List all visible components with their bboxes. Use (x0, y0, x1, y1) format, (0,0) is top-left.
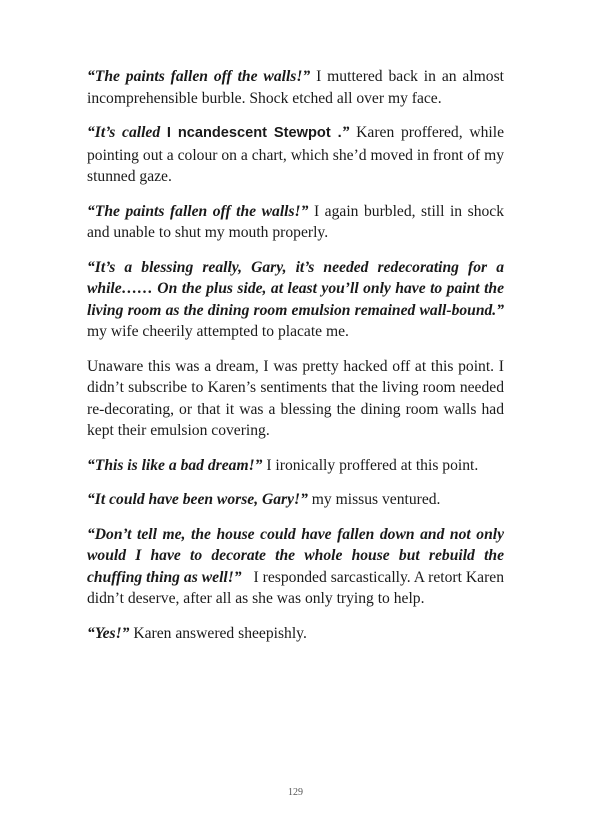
narration: Karen answered sheepishly. (129, 624, 307, 642)
paragraph-4 (87, 257, 504, 343)
paragraph-9 (87, 623, 504, 645)
paragraph-7 (87, 489, 504, 511)
narration: I muttered back in an almost incomprehensible burble. Shock etched all over my face. (87, 68, 505, 107)
narration: I again burbled, still in shock and unable to shut my mouth properly. (87, 202, 505, 241)
narration: my wife cheerily attempted to placate me. (87, 323, 349, 340)
narration: Karen proffered, while pointing out a colour on a chart, which she’d moved in front of my stunned gaze. (87, 124, 504, 185)
dialogue: “It’s called (87, 124, 167, 141)
dialogue: “Yes!” (87, 624, 130, 642)
dialogue: “The paints fallen off the walls!” (87, 202, 309, 220)
narration: I ironically proffered at this point. (262, 456, 479, 474)
dialogue: “It’s a blessing really, Gary, it’s needed redecorating for a while…… On the plus side, at least you’ll only have to paint the living room as the dining room emulsion remained wall-bound.” (87, 258, 504, 319)
dialogue: “The paints fallen off the walls!” (87, 68, 311, 85)
colour-name: I ncandescent Stewpot . (166, 125, 342, 141)
narration: my missus ventured. (307, 491, 441, 508)
paragraph-3 (87, 201, 504, 244)
body-text (87, 66, 508, 657)
narration: I responded sarcastically. A retort Karen didn’t deserve, after all as she was only trying to help. (87, 568, 508, 607)
paragraph-5 (87, 356, 504, 442)
dialogue: “Don’t tell me, the house could have fallen down and not only would I have to decorate the whole house but rebuild the chuffing thing as well!” (87, 525, 504, 586)
page-number: 129 (288, 787, 303, 798)
dialogue: “It could have been worse, Gary!” (87, 491, 308, 508)
paragraph-6 (87, 455, 504, 477)
paragraph-1 (87, 66, 504, 109)
paragraph-2 (87, 122, 504, 188)
dialogue: “This is like a bad dream!” (87, 456, 263, 474)
narration: Unaware this was a dream, I was pretty hacked off at this point. I didn’t subscribe to Karen’s sentiments that the living room needed re-decorating, or that it was a blessing the dining room walls had kept their emulsion covering. (87, 357, 504, 439)
paragraph-8 (87, 524, 508, 610)
dialogue-close-quote: ” (341, 124, 350, 141)
